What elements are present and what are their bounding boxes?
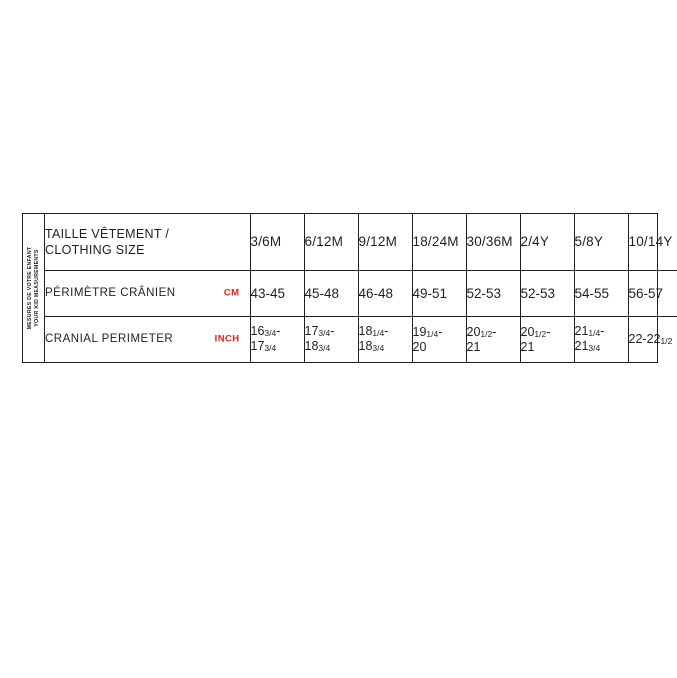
table-cell: 46-48 [358, 270, 412, 316]
table-cell: 49-51 [412, 270, 466, 316]
row-label-text: CRANIAL PERIMETER [45, 333, 174, 346]
row-label-cranial-perimeter-en [45, 316, 250, 362]
size-column-header: 10/14Y [628, 214, 677, 270]
table-cell: 173/4- 183/4 [304, 316, 358, 362]
measurements-side-label-text [27, 247, 41, 330]
table-cell: 181/4- 183/4 [358, 316, 412, 362]
size-column-header: 30/36M [466, 214, 520, 270]
table-cell: 54-55 [574, 270, 628, 316]
clothing-size-header-en: CLOTHING SIZE [45, 242, 145, 257]
clothing-size-header [45, 214, 250, 270]
table-row [45, 316, 677, 362]
table-cell: 191/4- 20 [412, 316, 466, 362]
table-cell: 52-53 [520, 270, 574, 316]
size-column-header: 5/8Y [574, 214, 628, 270]
table-cell: 201/2- 21 [466, 316, 520, 362]
table-cell: 211/4- 213/4 [574, 316, 628, 362]
table-cell: 56-57 [628, 270, 677, 316]
unit-inch: INCH [214, 333, 240, 345]
table-cell: 43-45 [250, 270, 304, 316]
table-cell: 45-48 [304, 270, 358, 316]
side-label-line-fr: MESURES DE VOTRE ENFANT [26, 246, 33, 330]
size-column-header: 6/12M [304, 214, 358, 270]
side-label-line-en: YOUR KID MEASUREMENTS [33, 249, 40, 327]
unit-cm: CM [223, 287, 240, 299]
table-header-row [45, 214, 677, 270]
table-cell: 52-53 [466, 270, 520, 316]
size-column-header: 2/4Y [520, 214, 574, 270]
table-cell: 163/4- 173/4 [250, 316, 304, 362]
row-label-text: PÉRIMÈTRE CRÂNIEN [45, 287, 176, 299]
size-column-header: 18/24M [412, 214, 466, 270]
size-chart-frame [22, 213, 673, 363]
row-label-cranial-perimeter-fr [45, 270, 250, 316]
table-cell: 22-221/2 [628, 316, 677, 362]
size-column-header: 9/12M [358, 214, 412, 270]
table-row [45, 270, 677, 316]
measurements-side-label [23, 214, 45, 362]
table-cell: 201/2- 21 [520, 316, 574, 362]
size-column-header: 3/6M [250, 214, 304, 270]
size-chart [22, 213, 673, 363]
size-table [45, 214, 677, 362]
clothing-size-header-fr: TAILLE VÊTEMENT / [45, 226, 170, 241]
